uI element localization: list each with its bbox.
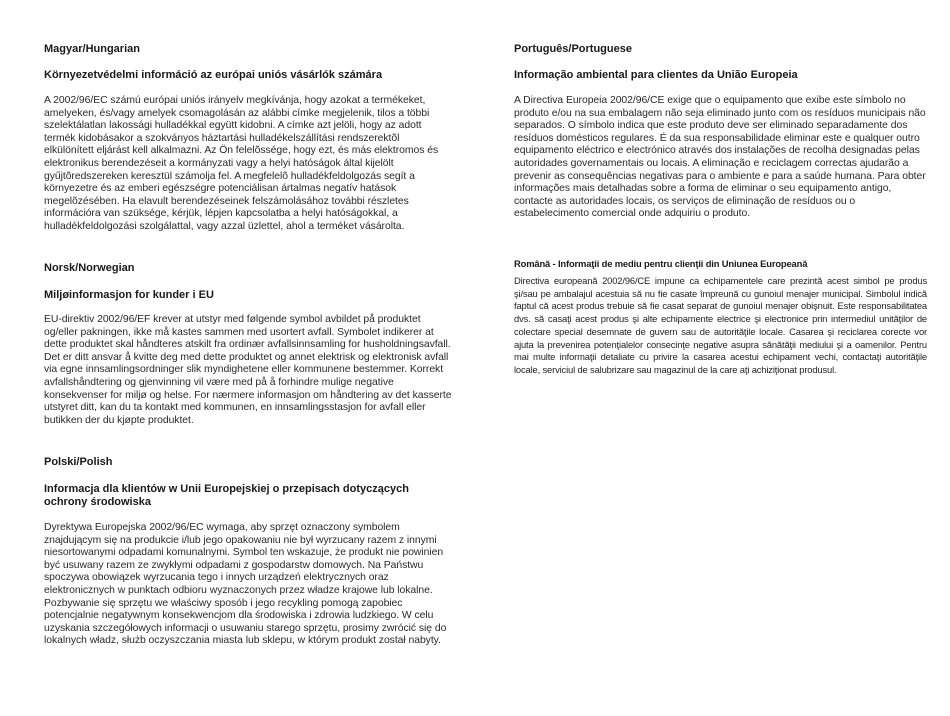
norwegian-heading: Miljøinformasjon for kunder i EU [44, 289, 214, 301]
polish-language-label: Polski/Polish [44, 456, 113, 468]
romanian-body: Directiva europeană 2002/96/CE impune ca echipamentele care prezintă acest simbol pe produs şi/sau pe ambalajul acestuia să nu fie casate împreună cu gunoiul menajer municipal. Simbolul indică faptul că acest produs trebuie să fie casat separat de gunoiul menajer obişnuit. Este responsabilitatea dvs. să casaţi acest produs şi alte echipamente electrice şi electronice prin intermediul unităţilor de colectare special desemnate de guvern sau de autorităţile locale. Casarea şi reciclarea corecte vor ajuta la prevenirea potenţialelor consecinţe negative asupra sănătăţii mediului şi a oamenilor. Pentru mai multe informaţii detaliate cu privire la casarea acestui echipament vechi, contactaţi autorităţile locale, serviciul de salubrizare sau magazinul de la care aţi achiziţionat produsul. [514, 275, 927, 375]
portuguese-body: A Directiva Europeia 2002/96/CE exige que o equipamento que exibe este símbolo no produto e/ou na sua embalagem não seja eliminado junto com os resíduos municipais não separados. O símbolo indica que este produto deve ser eliminado separadamente dos resíduos domésticos regulares. É da sua responsabilidade eliminar este e qualquer outro equipamento eléctrico e electrónico através dos instalações de recolha designadas pelas autoridades governamentais ou locais. A eliminação e reciclagem correctas ajudarão a prevenir as consequências negativas para o ambiente e para a saúde humana. Para obter informações mais detalhadas sobre a forma de eliminar o seu equipamento antigo, contacte as autoridades locais, os serviços de eliminação de resíduos ou o estabelecimento comercial onde adquiriu o produto. [514, 95, 926, 220]
hungarian-body: A 2002/96/EC számú európai uniós irányelv megkívánja, hogy azokat a termékeket, amelyeken, és/vagy amelyek csomagolásán az alábbi címke megjelenik, tilos a többi szelektálatlan lakossági hulladékkal együtt kidobni. A címke azt jelöli, hogy az adott termék kidobásakor a szokványos háztartási hulladékelszállítási rendszerektõl elkülönített eljárást kell alkalmazni. Az Ön felelõssége, hogy ezt, és más elektromos és elektronikus berendezéseit a kormányzati vagy a helyi hatóságok által kijelölt gyűjtõredszereken keresztül számolja fel. A megfelelõ hulladékfeldolgozás segít a környezetre és az emberi egészségre potenciálisan ártalmas negatív hatások megelõzésében. Ha elavult berendezéseinek felszámolásához további részletes információra van szüksége, kérjük, lépjen kapcsolatba a helyi hatóságokkal, a hulladékfeldolgozási szolgálattal, vagy azzal üzlettel, ahol a terméket vásárolta. [44, 95, 439, 232]
norwegian-body: EU-direktiv 2002/96/EF krever at utstyr med følgende symbol avbildet på produktet og/eller pakningen, ikke må kastes sammen med usortert avfall. Symbolet indikerer at dette produktet skal håndteres atskilt fra ordinær avfallsinnsamling for husholdningsavfall. Det er ditt ansvar å kvitte deg med dette produktet og annet elektrisk og elektronisk avfall via egne innsamlingsordninger slik myndighetene eller kommunene bestemmer. Korrekt avfallshåndtering og gjenvinning vil være med på å forhindre mulige negative konsekvenser for miljø og helse. For nærmere informasjon om håndtering av det kasserte utstyret ditt, kan du ta kontakt med kommunen, en innsamlingsstasjon for avfall eller butikken der du kjøpte produktet. [44, 314, 452, 426]
hungarian-heading: Környezetvédelmi információ az európai uniós vásárlók számára [44, 69, 383, 81]
portuguese-heading: Informação ambiental para clientes da União Europeia [514, 69, 798, 81]
hungarian-language-label: Magyar/Hungarian [44, 43, 140, 55]
portuguese-language-label: Português/Portuguese [514, 43, 632, 55]
polish-heading: Informacja dla klientów w Unii Europejskiej o przepisach dotyczących ochrony środowiska [44, 483, 409, 508]
norwegian-language-label: Norsk/Norwegian [44, 262, 135, 274]
romanian-heading: Română - Informaţii de mediu pentru clienţii din Uniunea Europeană [514, 258, 808, 269]
polish-body: Dyrektywa Europejska 2002/96/EC wymaga, aby sprzęt oznaczony symbolem znajdującym się na produkcie i/lub jego opakowaniu nie był wyrzucany razem z innymi niesortowanymi odpadami komunalnymi. Symbol ten wskazuje, że produkt nie powinien być usuwany razem ze zwykłymi odpadami z gospodarstw domowych. Na Państwu spoczywa obowiązek wyrzucania tego i innych urządzeń elektrycznych oraz elektronicznych w punktach odbioru wyznaczonych przez władze krajowe lub lokalne. Pozbywanie się sprzętu we właściwy sposób i jego recykling pomogą zapobiec potencjalnie negatywnym konsekwencjom dla środowiska i zdrowia ludzkiego. W celu uzyskania szczegółowych informacji o usuwaniu starego sprzętu, prosimy zwrócić się do lokalnych władz, służb oczyszczania miasta lub sklepu, w którym produkt został nabyty. [44, 522, 447, 647]
